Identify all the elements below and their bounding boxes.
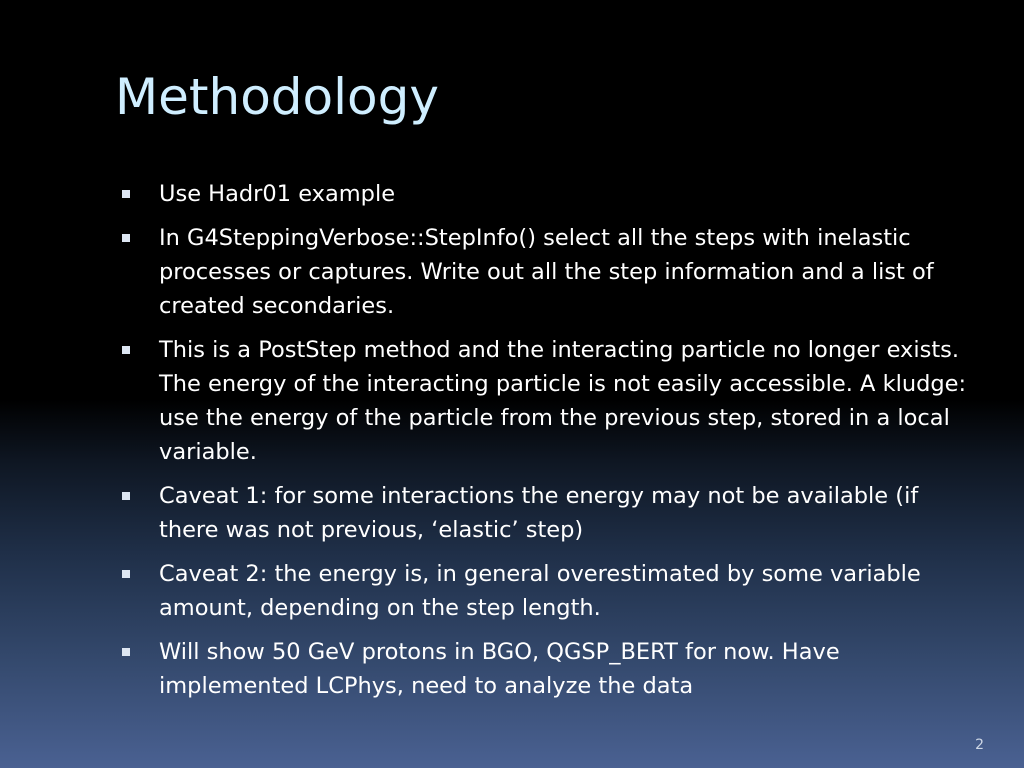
slide-title: Methodology [115,68,439,126]
square-bullet-icon [122,492,130,500]
bullet-text: Caveat 1: for some interactions the energy may not be available (if there was not previous, ‘elastic’ step) [159,483,919,543]
bullet-item-4 [120,479,970,547]
bullet-text: Will show 50 GeV protons in BGO, QGSP_BERT for now. Have implemented LCPhys, need to analyze the data [159,639,840,699]
square-bullet-icon [122,648,130,656]
square-bullet-icon [122,234,130,242]
bullet-text: In G4SteppingVerbose::StepInfo() select all the steps with inelastic processes or captures. Write out all the step information and a list of created secondaries. [159,225,934,319]
bullet-text: This is a PostStep method and the interacting particle no longer exists. The energy of the interacting particle is not easily accessible. A kludge: use the energy of the particle from the previous step, stored in a local variable. [159,337,967,465]
bullet-item-3 [120,333,970,469]
bullet-list [120,177,970,713]
bullet-item-6 [120,635,970,703]
bullet-text: Use Hadr01 example [159,181,396,207]
page-number: 2 [975,737,984,753]
square-bullet-icon [122,346,130,354]
square-bullet-icon [122,190,130,198]
bullet-text: Caveat 2: the energy is, in general overestimated by some variable amount, depending on the step length. [159,561,921,621]
bullet-item-5 [120,557,970,625]
square-bullet-icon [122,570,130,578]
bullet-item-1 [120,177,970,211]
bullet-item-2 [120,221,970,323]
